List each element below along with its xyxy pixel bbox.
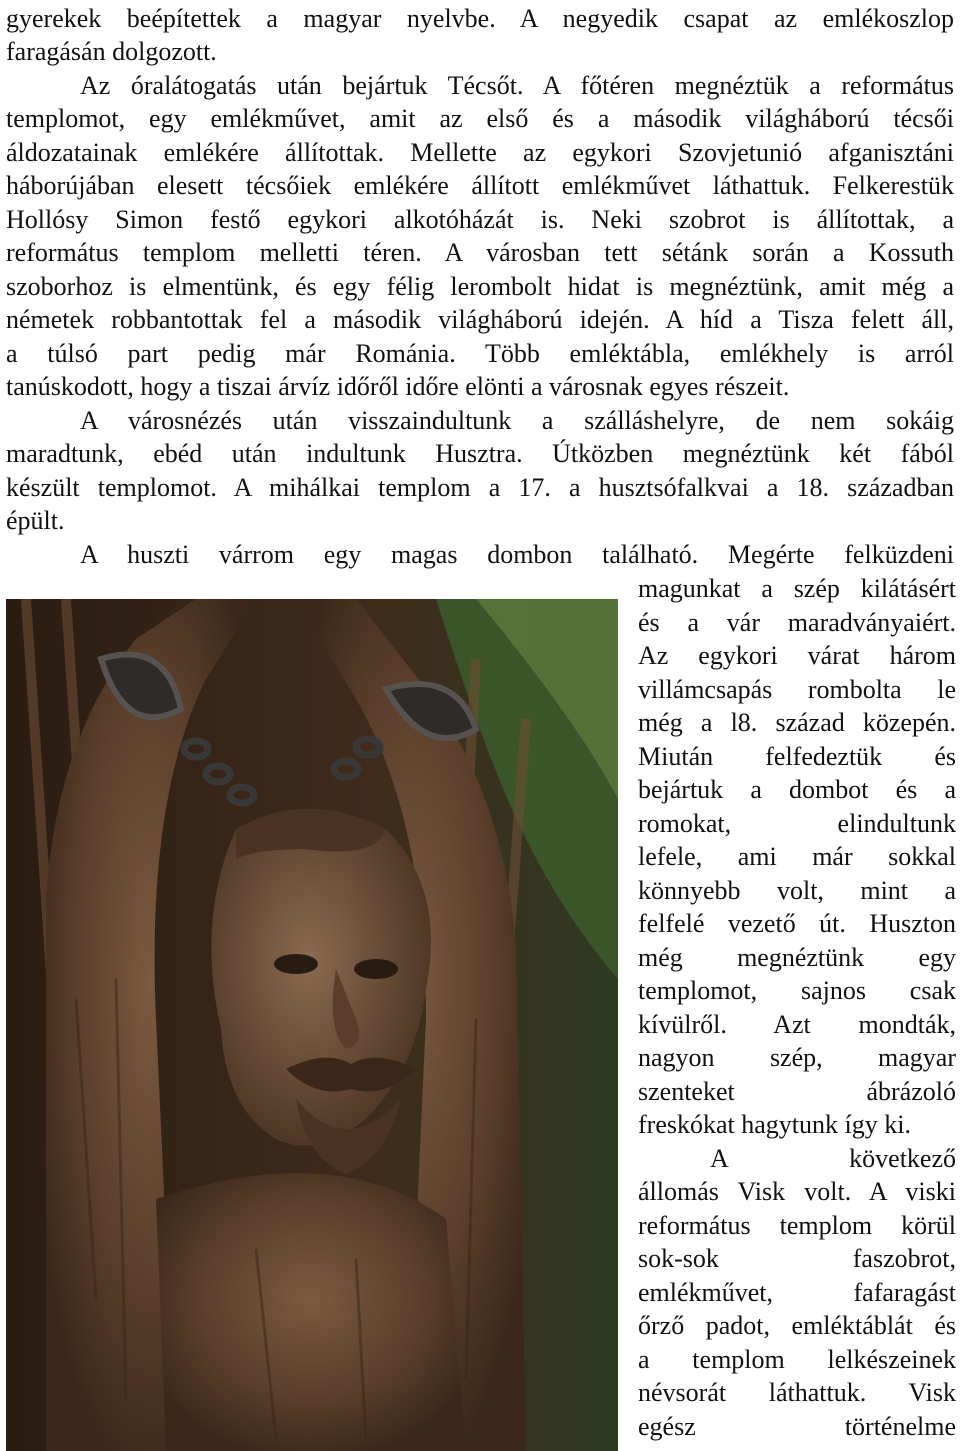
column-text-line: és a vár maradványaiért. xyxy=(638,608,956,637)
text-line: a túlsó part pedig már Románia. Több emléktábla, emlékhely is arról xyxy=(6,339,954,368)
column-text-line: lefele, ami már sokkal xyxy=(638,842,956,871)
column-text-line: egész történelme xyxy=(638,1412,956,1441)
text-line: háborújában elesett técsőiek emlékére állított emlékművet láthattuk. Felkerestük xyxy=(6,171,954,200)
column-text-line: A következő xyxy=(710,1144,956,1173)
column-text-line: templomot, sajnos csak xyxy=(638,976,956,1005)
column-text-line: magunkat a szép kilátásért xyxy=(638,574,956,603)
column-text-line: névsorát láthattuk. Visk xyxy=(638,1378,956,1407)
text-line: A huszti várrom egy magas dombon található. Megérte felküzdeni xyxy=(80,540,954,569)
column-text-line: szenteket ábrázoló xyxy=(638,1077,956,1106)
text-line: református templom melletti téren. A városban tett sétánk során a Kossuth xyxy=(6,238,954,267)
column-text-line: református templom körül xyxy=(638,1211,956,1240)
column-text-line: Miután felfedeztük és xyxy=(638,742,956,771)
column-text-line: freskókat hagytunk így ki. xyxy=(638,1110,911,1139)
column-text-line: még a l8. század közepén. xyxy=(638,708,956,737)
text-line: gyerekek beépítettek a magyar nyelvbe. A negyedik csapat az emlékoszlop xyxy=(6,4,954,33)
column-text-line: sok-sok faszobrot, xyxy=(638,1244,956,1273)
text-line: németek robbantottak fel a második világháború idején. A híd a Tisza felett áll, xyxy=(6,305,954,334)
text-line: tanúskodott, hogy a tiszai árvíz időről időre elönti a városnak egyes részeit. xyxy=(6,372,790,401)
text-line: maradtunk, ebéd után indultunk Husztra. Útközben megnéztünk két fából xyxy=(6,439,954,468)
column-text-line: könnyebb volt, mint a xyxy=(638,876,956,905)
text-line: Hollósy Simon festő egykori alkotóházát is. Neki szobrot is állítottak, a xyxy=(6,205,954,234)
statue-photo-illustration xyxy=(6,599,618,1451)
text-line: szoborhoz is elmentünk, és egy félig lerombolt hidat is megnéztünk, amit még a xyxy=(6,272,954,301)
column-text-line: nagyon szép, magyar xyxy=(638,1043,956,1072)
column-text-line: emlékművet, fafaragást xyxy=(638,1278,956,1307)
text-line: áldozatainak emlékére állítottak. Mellette az egykori Szovjetunió afganisztáni xyxy=(6,138,954,167)
text-line: A városnézés után visszaindultunk a szálláshelyre, de nem sokáig xyxy=(80,406,954,435)
column-text-line: a templom lelkészeinek xyxy=(638,1345,956,1374)
column-text-line: Az egykori várat három xyxy=(638,641,956,670)
column-text-line: felfelé vezető út. Huszton xyxy=(638,909,956,938)
column-text-line: villámcsapás rombolta le xyxy=(638,675,956,704)
column-text-line: még megnéztünk egy xyxy=(638,943,956,972)
carved-wooden-statue-image xyxy=(6,599,618,1451)
text-line: templomot, egy emlékművet, amit az első és a második világháború técsői xyxy=(6,104,954,133)
column-text-line: romokat, elindultunk xyxy=(638,809,956,838)
text-line: faragásán dolgozott. xyxy=(6,37,217,66)
column-text-line: őrző padot, emléktáblát és xyxy=(638,1311,956,1340)
column-text-line: bejártuk a dombot és a xyxy=(638,775,956,804)
text-line: Az óralátogatás után bejártuk Técsőt. A főtéren megnéztük a református xyxy=(80,71,954,100)
column-text-line: állomás Visk volt. A viski xyxy=(638,1177,956,1206)
text-line: épült. xyxy=(6,506,65,535)
column-text-line: kívülről. Azt mondták, xyxy=(638,1010,956,1039)
text-line: készült templomot. A mihálkai templom a 17. a husztsófalkvai a 18. században xyxy=(6,473,954,502)
